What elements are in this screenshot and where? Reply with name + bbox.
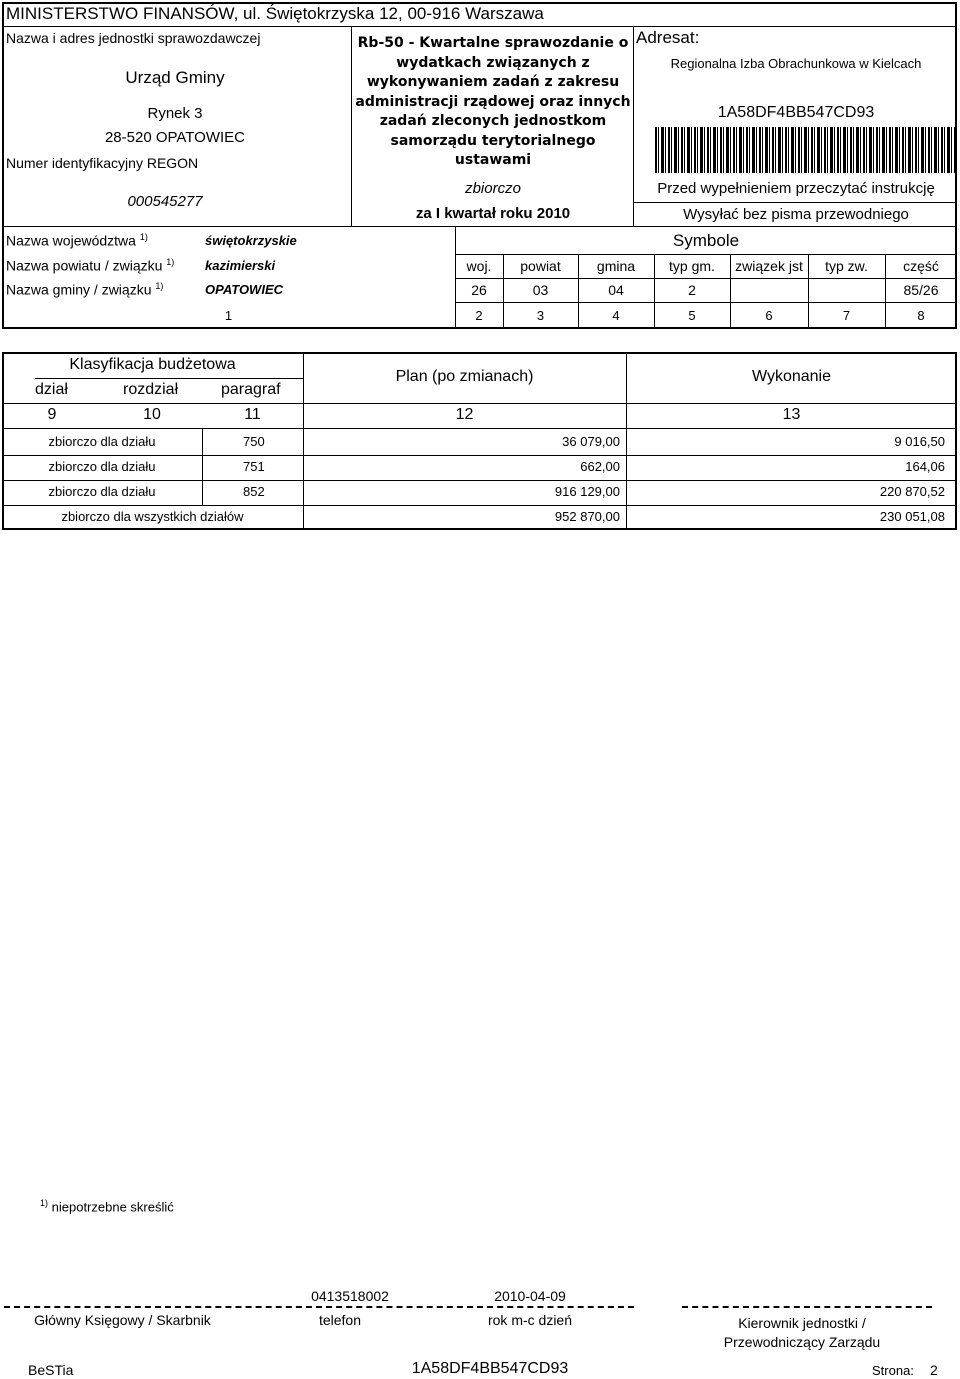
page-label: Strona:	[872, 1363, 914, 1378]
divider	[455, 302, 957, 303]
table-row-code: 750	[243, 434, 265, 449]
column-number: 10	[143, 406, 161, 423]
report-title: Rb-50 - Kwartalne sprawozdanie o wydatkach związanych z wykonywaniem zadań z zakresu administracji rządowej oraz innych zadań zleconych jednostkom samorządu terytorialnego ustawami	[355, 35, 631, 168]
symbol-header: gmina	[596, 258, 636, 274]
table-row-wykonanie: 164,06	[905, 459, 945, 474]
manager-label-line2: Przewodniczący Zarządu	[723, 1334, 881, 1350]
divider	[808, 302, 809, 329]
column-number: 1	[224, 308, 233, 323]
unit-street: Rynek 3	[147, 105, 203, 122]
report-period: za I kwartał roku 2010	[415, 205, 571, 222]
table-row-plan: 916 129,00	[554, 484, 620, 499]
divider	[455, 254, 957, 255]
divider	[2, 505, 957, 506]
column-number: 5	[688, 308, 696, 323]
divider	[2, 403, 957, 404]
symbol-value: 03	[532, 282, 549, 298]
divider	[35, 378, 303, 379]
column-number: 8	[917, 308, 925, 323]
table-row-label: zbiorczo dla działu	[48, 434, 156, 449]
phone-label: telefon	[318, 1312, 362, 1328]
column-number: 6	[765, 308, 773, 323]
table-row-code: 852	[243, 484, 265, 499]
divider	[455, 302, 456, 329]
column-number: 3	[536, 308, 545, 323]
symbols-title: Symbole	[672, 231, 740, 250]
table-row-wykonanie: 220 870,52	[879, 484, 945, 499]
divider	[351, 26, 352, 226]
commune-value: OPATOWIEC	[205, 282, 283, 297]
divider	[2, 226, 957, 227]
column-number: 12	[455, 406, 474, 423]
footer-code: 1A58DF4BB547CD93	[411, 1360, 569, 1377]
col-plan: Plan (po zmianach)	[395, 368, 534, 385]
unit-label: Nazwa i adres jednostki sprawozdawczej	[6, 30, 261, 46]
column-number: 13	[782, 406, 801, 423]
symbol-value: 85/26	[903, 282, 939, 298]
divider	[730, 302, 731, 329]
date-value: 2010-04-09	[494, 1288, 566, 1304]
addressee-label: Adresat:	[636, 28, 700, 47]
symbol-header: woj.	[466, 258, 492, 274]
unit-city: 28-520 OPATOWIEC	[104, 129, 246, 146]
divider	[455, 278, 957, 279]
divider	[503, 302, 504, 329]
divider	[633, 202, 957, 203]
table-row-code: 751	[243, 459, 265, 474]
divider	[2, 428, 957, 429]
divider	[2, 455, 957, 456]
table-row-label: zbiorczo dla działu	[48, 484, 156, 499]
col-dzial: dział	[35, 381, 68, 398]
divider	[885, 302, 886, 329]
app-name: BeSTia	[28, 1362, 74, 1378]
county-value: kazimierski	[205, 258, 276, 273]
signature-line	[4, 1306, 634, 1308]
page-number: 2	[930, 1362, 938, 1378]
signature-line	[682, 1306, 932, 1308]
symbol-value: 04	[608, 282, 624, 298]
divider	[202, 428, 203, 505]
budget-classification-header: Klasyfikacja budżetowa	[69, 356, 236, 373]
symbol-header: związek jst	[735, 258, 803, 274]
phone-value: 0413518002	[311, 1288, 389, 1304]
regon-label: Numer identyfikacyjny REGON	[6, 155, 199, 171]
ministry-line: MINISTERSTWO FINANSÓW, ul. Świętokrzyska 12, 00-916 Warszawa	[6, 4, 544, 23]
footnote: $^{1)}$ niepotrzebne skreślić	[40, 1198, 174, 1215]
table-row-label: zbiorczo dla działu	[48, 459, 156, 474]
divider	[2, 26, 957, 27]
accountant-label: Główny Księgowy / Skarbnik	[34, 1312, 211, 1328]
date-label: rok m-c dzień	[487, 1312, 573, 1328]
manager-label-line1: Kierownik jednostki /	[738, 1315, 866, 1331]
col-wykonanie: Wykonanie	[751, 368, 831, 385]
divider	[578, 302, 579, 329]
addressee-name: Regionalna Izba Obrachunkowa w Kielcach	[670, 56, 922, 71]
barcode	[655, 127, 955, 173]
column-number: 7	[842, 308, 851, 323]
symbol-value: 2	[688, 282, 696, 298]
symbol-value: 26	[471, 282, 487, 298]
divider	[654, 302, 655, 329]
voivodeship-label: Nazwa województwa $^{1)}$	[6, 232, 148, 249]
commune-label: Nazwa gminy / związku $^{1)}$	[6, 281, 164, 298]
symbol-header: typ zw.	[825, 258, 868, 274]
table-row-wykonanie: 9 016,50	[894, 434, 945, 449]
divider	[633, 26, 634, 226]
table-row-wykonanie: 230 051,08	[879, 509, 945, 524]
regon-value: 000545277	[127, 193, 203, 210]
col-paragraf: paragraf	[221, 381, 281, 398]
voivodeship-value: świętokrzyskie	[205, 233, 297, 248]
county-label: Nazwa powiatu / związku $^{1)}$	[6, 257, 175, 274]
document-code: 1A58DF4BB547CD93	[717, 104, 875, 121]
column-number: 11	[244, 406, 261, 423]
column-number: 9	[47, 406, 57, 423]
column-number: 4	[612, 308, 620, 323]
cover-letter-note: Wysyłać bez pisma przewodniego	[683, 206, 909, 223]
instruction-note: Przed wypełnieniem przeczytać instrukcję	[657, 180, 935, 197]
table-row-plan: 952 870,00	[554, 509, 620, 524]
table-row-plan: 36 079,00	[562, 434, 620, 449]
symbol-header: typ gm.	[669, 258, 715, 274]
table-row-plan: 662,00	[580, 459, 620, 474]
table-row-label: zbiorczo dla wszystkich działów	[61, 509, 244, 524]
symbol-header: część	[903, 258, 939, 274]
col-rozdzial: rozdział	[123, 381, 179, 398]
divider	[2, 480, 957, 481]
column-number: 2	[475, 308, 483, 323]
symbol-header: powiat	[520, 258, 561, 274]
unit-name: Urząd Gminy	[125, 68, 225, 87]
report-scope: zbiorczo	[465, 180, 521, 197]
